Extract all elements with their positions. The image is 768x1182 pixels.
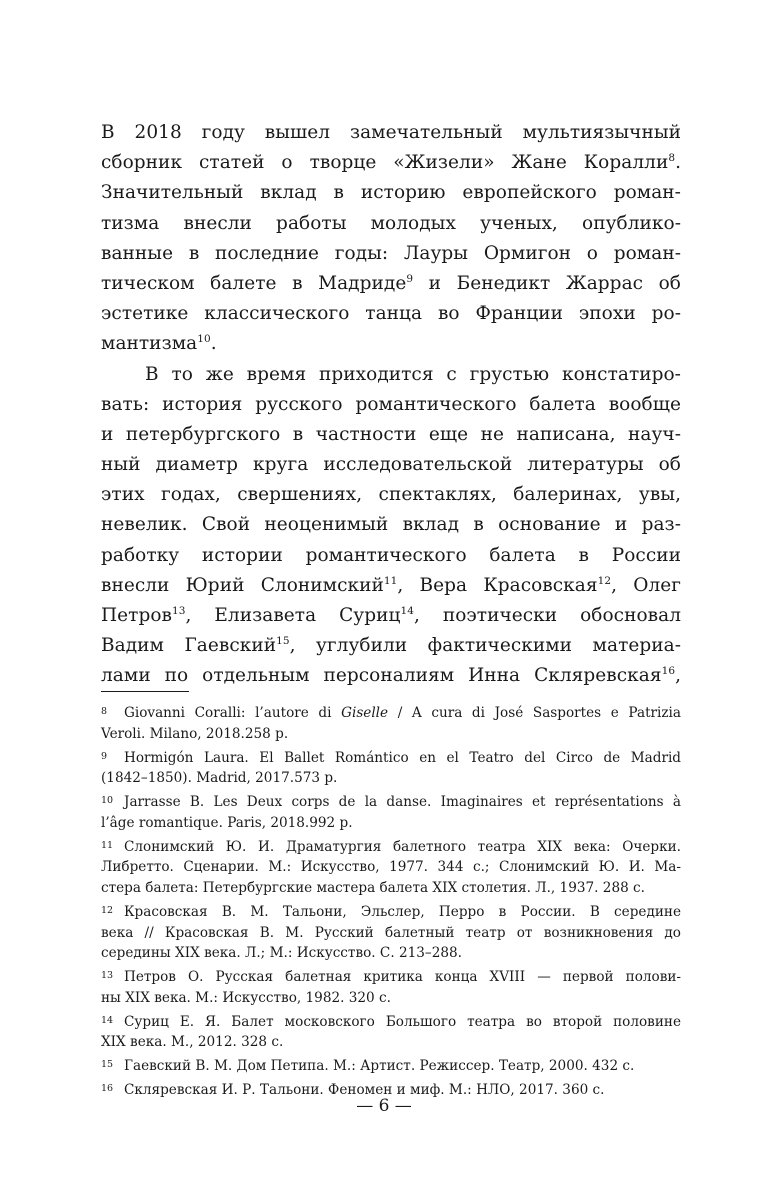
footnote-ref: 13 [172,605,186,617]
text-run: , поэтически обосновал [413,605,681,626]
text-run: , [675,665,681,687]
footnote-text: Giovanni Coralli: l’autore di Giselle / A cura di José Sasportes e Patrizia [124,705,681,721]
footnotes [101,703,681,1101]
footnote-line: 12 Красовская В. М. Тальони, Эльслер, Перро в России. В середине [101,903,681,920]
text-line [101,601,681,631]
text-line: этих годах, свершениях, спектаклях, балеринах, увы, [101,484,681,506]
footnote-text: Jarrasse B. Les Deux corps de la danse. Imaginaires et représentations à [124,794,681,811]
footnote-line: 14 Суриц Е. Я. Балет московского Большого театра во второй половине [101,1013,681,1030]
footnote-line: века // Красовская В. М. Русский балетный театр от возникновения до [101,924,681,941]
footnote-separator [101,691,189,692]
footnote-text: Слонимский Ю. И. Драматургия балетного театра XIX века: Очерки. [124,838,681,855]
footnote-line: 9 Hormigón Laura. El Ballet Romántico en el Teatro del Circo de Madrid [101,749,681,766]
footnote-ref: 8 [668,152,676,165]
footnote-line: 8 Giovanni Coralli: l’autore di Giselle / A cura di José Sasportes e Patrizia [101,705,681,721]
footnote [101,967,681,1008]
text-line: ный диаметр круга исследовательской литературы об [101,454,681,476]
text-line: и петербургского в частности еще не написана, науч- [101,423,681,445]
footnote-text: Гаевский В. М. Дом Петипа. М.: Артист. Режиссер. Театр, 2000. 432 с. [124,1058,635,1075]
text-run: , Олег [611,574,681,596]
text-run: мантизма [101,333,198,355]
footnote [101,703,681,744]
footnote-line: XIX века. М., 2012. 328 с. [101,1034,284,1051]
footnote-ref: 14 [400,605,414,617]
footnote-text: Скляревская И. Р. Тальони. Феномен и миф. М.: НЛО, 2017. 360 с. [124,1082,605,1099]
footnote-line: ны XIX века. М.: Искусство, 1982. 320 с. [101,989,391,1006]
text-run: Вадим Гаевский [101,635,277,657]
footnote-text: Красовская В. М. Тальони, Эльслер, Перро в России. В середине [124,903,681,920]
text-line [101,329,681,359]
text-line [101,571,681,601]
footnote-text: Суриц Е. Я. Балет московского Большого театра во второй половине [124,1013,681,1030]
text-run: сборник статей о творце «Жизели» Жане Коралли [101,152,669,174]
text-line: вать: история русского романтического балета вообще [101,393,681,415]
text-run: внесли Юрий Слонимский [101,574,384,596]
footnote-line: стера балета: Петербургские мастера балета XIX столетия. Л., 1937. 288 с. [101,880,645,897]
text-run: Петров [101,605,173,626]
text-run: тическом балете в Мадриде [101,272,407,294]
text-line: В то же время приходится с грустью констатиро- [145,363,681,385]
footnote-ref: 11 [383,574,398,587]
footnote-line: Veroli. Milano, 2018.258 p. [101,725,289,742]
text-run: , Елизавета Суриц [185,605,401,626]
footnote [101,1012,681,1053]
text-line: Значительный вклад в историю европейского роман- [101,182,681,204]
footnote [101,902,681,964]
text-line: тизма внесли работы молодых ученых, опублико- [101,212,681,234]
footnote-ref: 12 [597,574,612,587]
text-line [101,269,681,299]
footnote-line: Либретто. Сценарии. М.: Искусство, 1977. 344 с.; Слонимский Ю. И. Ма- [101,859,681,876]
footnote-ref: 16 [661,665,676,678]
text-line: эстетике классического танца во Франции эпохи ро- [101,303,681,325]
footnote-line: 11 Слонимский Ю. И. Драматургия балетного театра XIX века: Очерки. [101,838,681,855]
footnote [101,792,681,833]
footnote-line: 15 Гаевский В. М. Дом Петипа. М.: Артист. Режиссер. Театр, 2000. 432 с. [101,1058,635,1075]
footnote-line: 16 Скляревская И. Р. Тальони. Феномен и миф. М.: НЛО, 2017. 360 с. [101,1082,605,1099]
footnote-text: Петров О. Русская балетная критика конца XVIII — первой полови- [124,969,681,986]
text-run: лами по отдельным персоналиям Инна Скляревская [101,665,662,687]
footnote-line: середины XIX века. Л.; М.: Искусство. С. 213–288. [101,945,462,962]
text-run: и Бенедикт Жаррас об [413,272,681,294]
footnote-line: 13 Петров О. Русская балетная критика конца XVIII — первой полови- [101,969,681,986]
footnote-ref: 9 [406,272,414,285]
footnote-line: l’âge romantique. Paris, 2018.992 p. [101,814,353,831]
footnote-text: Hormigón Laura. El Ballet Romántico en el Teatro del Circo de Madrid [124,749,681,766]
text-line: работку истории романтического балета в России [101,544,681,566]
footnote-line: 10 Jarrasse B. Les Deux corps de la danse. Imaginaires et représentations à [101,794,681,811]
text-line [101,631,681,661]
footnote-ref: 15 [276,635,290,648]
footnote-ref: 10 [197,333,211,346]
text-run: , углубили фактическими материа- [289,635,681,657]
text-line: ванные в последние годы: Лауры Ормигон о роман- [101,242,681,264]
footnote-line: (1842–1850). Madrid, 2017.573 p. [101,770,338,787]
text-line: В 2018 году вышел замечательный мультиязычный [101,122,681,143]
footnote [101,1056,681,1077]
italic-title: Giselle [341,705,389,721]
page-number: — 6 — [356,1096,412,1116]
text-line [101,148,681,178]
text-run: , Вера Красовская [397,574,598,596]
text-line [101,661,681,691]
main-text [101,118,681,692]
text-run: . [210,333,217,355]
footnote [101,837,681,899]
text-line: невелик. Свой неоценимый вклад в основание и раз- [101,514,681,536]
footnote [101,748,681,789]
text-run: . [675,152,681,174]
